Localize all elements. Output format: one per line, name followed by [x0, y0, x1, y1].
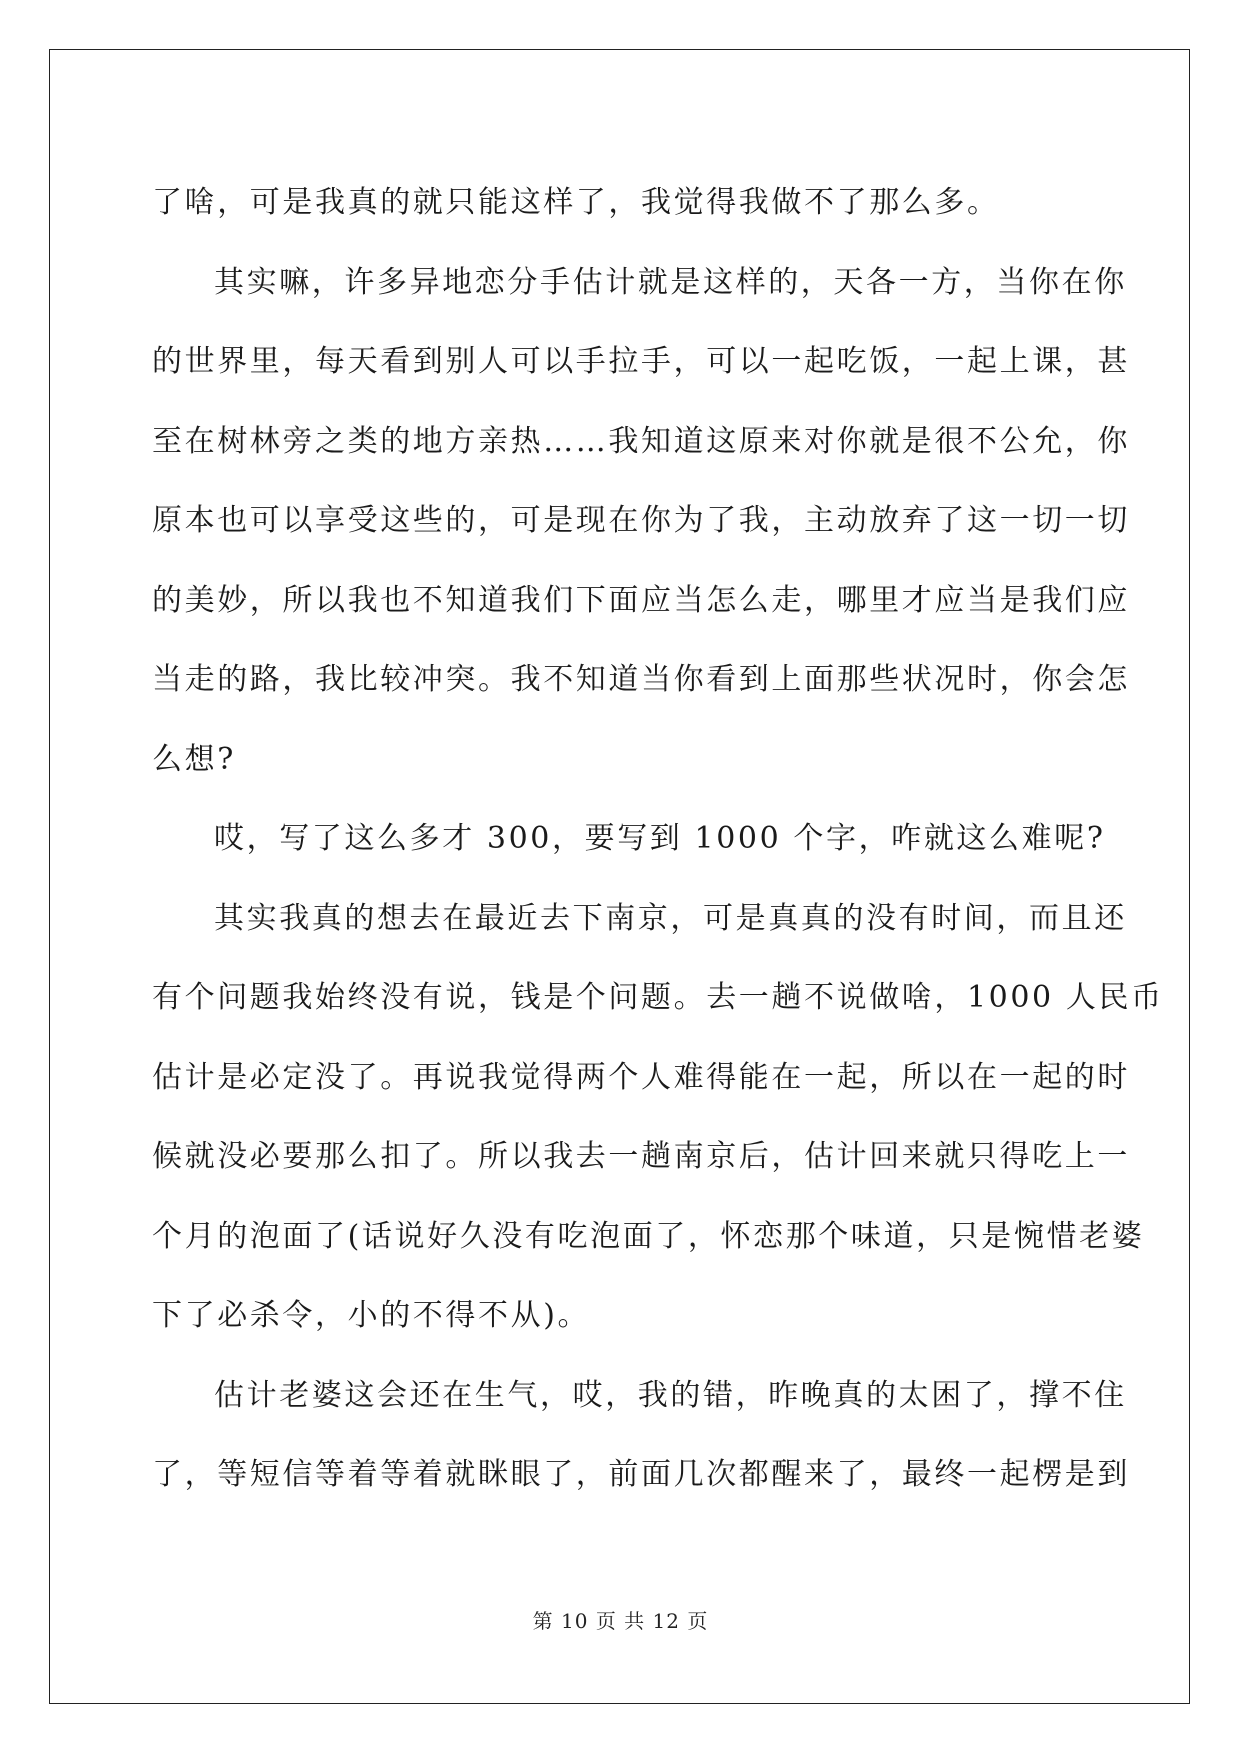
text-line: 个月的泡面了(话说好久没有吃泡面了，怀恋那个味道，只是惋惜老婆 [152, 1218, 1145, 1254]
text-line: 哎，写了这么多才 300，要写到 1000 个字，咋就这么难呢? [214, 821, 1106, 856]
text-line: 估计老婆这会还在生气，哎，我的错，昨晚真的太困了，撑不住 [214, 1377, 1127, 1413]
text-line: 其实嘛，许多异地恋分手估计就是这样的，天各一方，当你在你 [214, 264, 1127, 300]
text-line: 了啥，可是我真的就只能这样了，我觉得我做不了那么多。 [152, 185, 1000, 220]
text-line: 有个问题我始终没有说，钱是个问题。去一趟不说做啥，1000 人民币 [152, 980, 1164, 1015]
text-line: 么想? [152, 741, 236, 777]
text-line: 估计是必定没了。再说我觉得两个人难得能在一起，所以在一起的时 [152, 1059, 1130, 1095]
document-body [152, 163, 1164, 1515]
text-line: 原本也可以享受这些的，可是现在你为了我，主动放弃了这一切一切 [152, 503, 1130, 538]
page-number-footer: 第 10 页 共 12 页 [532, 1609, 709, 1633]
text-line: 当走的路，我比较冲突。我不知道当你看到上面那些状况时，你会怎 [152, 662, 1130, 697]
text-line: 的世界里，每天看到别人可以手拉手，可以一起吃饭，一起上课，甚 [152, 344, 1130, 379]
text-line: 下了必杀令，小的不得不从)。 [152, 1298, 591, 1333]
text-line: 了，等短信等着等着就眯眼了，前面几次都醒来了，最终一起楞是到 [152, 1457, 1130, 1492]
text-line: 候就没必要那么扣了。所以我去一趟南京后，估计回来就只得吃上一 [152, 1139, 1130, 1174]
text-line: 至在树林旁之类的地方亲热……我知道这原来对你就是很不公允，你 [152, 423, 1130, 459]
text-line: 的美妙，所以我也不知道我们下面应当怎么走，哪里才应当是我们应 [152, 582, 1130, 618]
text-line: 其实我真的想去在最近去下南京，可是真真的没有时间，而且还 [214, 900, 1127, 936]
